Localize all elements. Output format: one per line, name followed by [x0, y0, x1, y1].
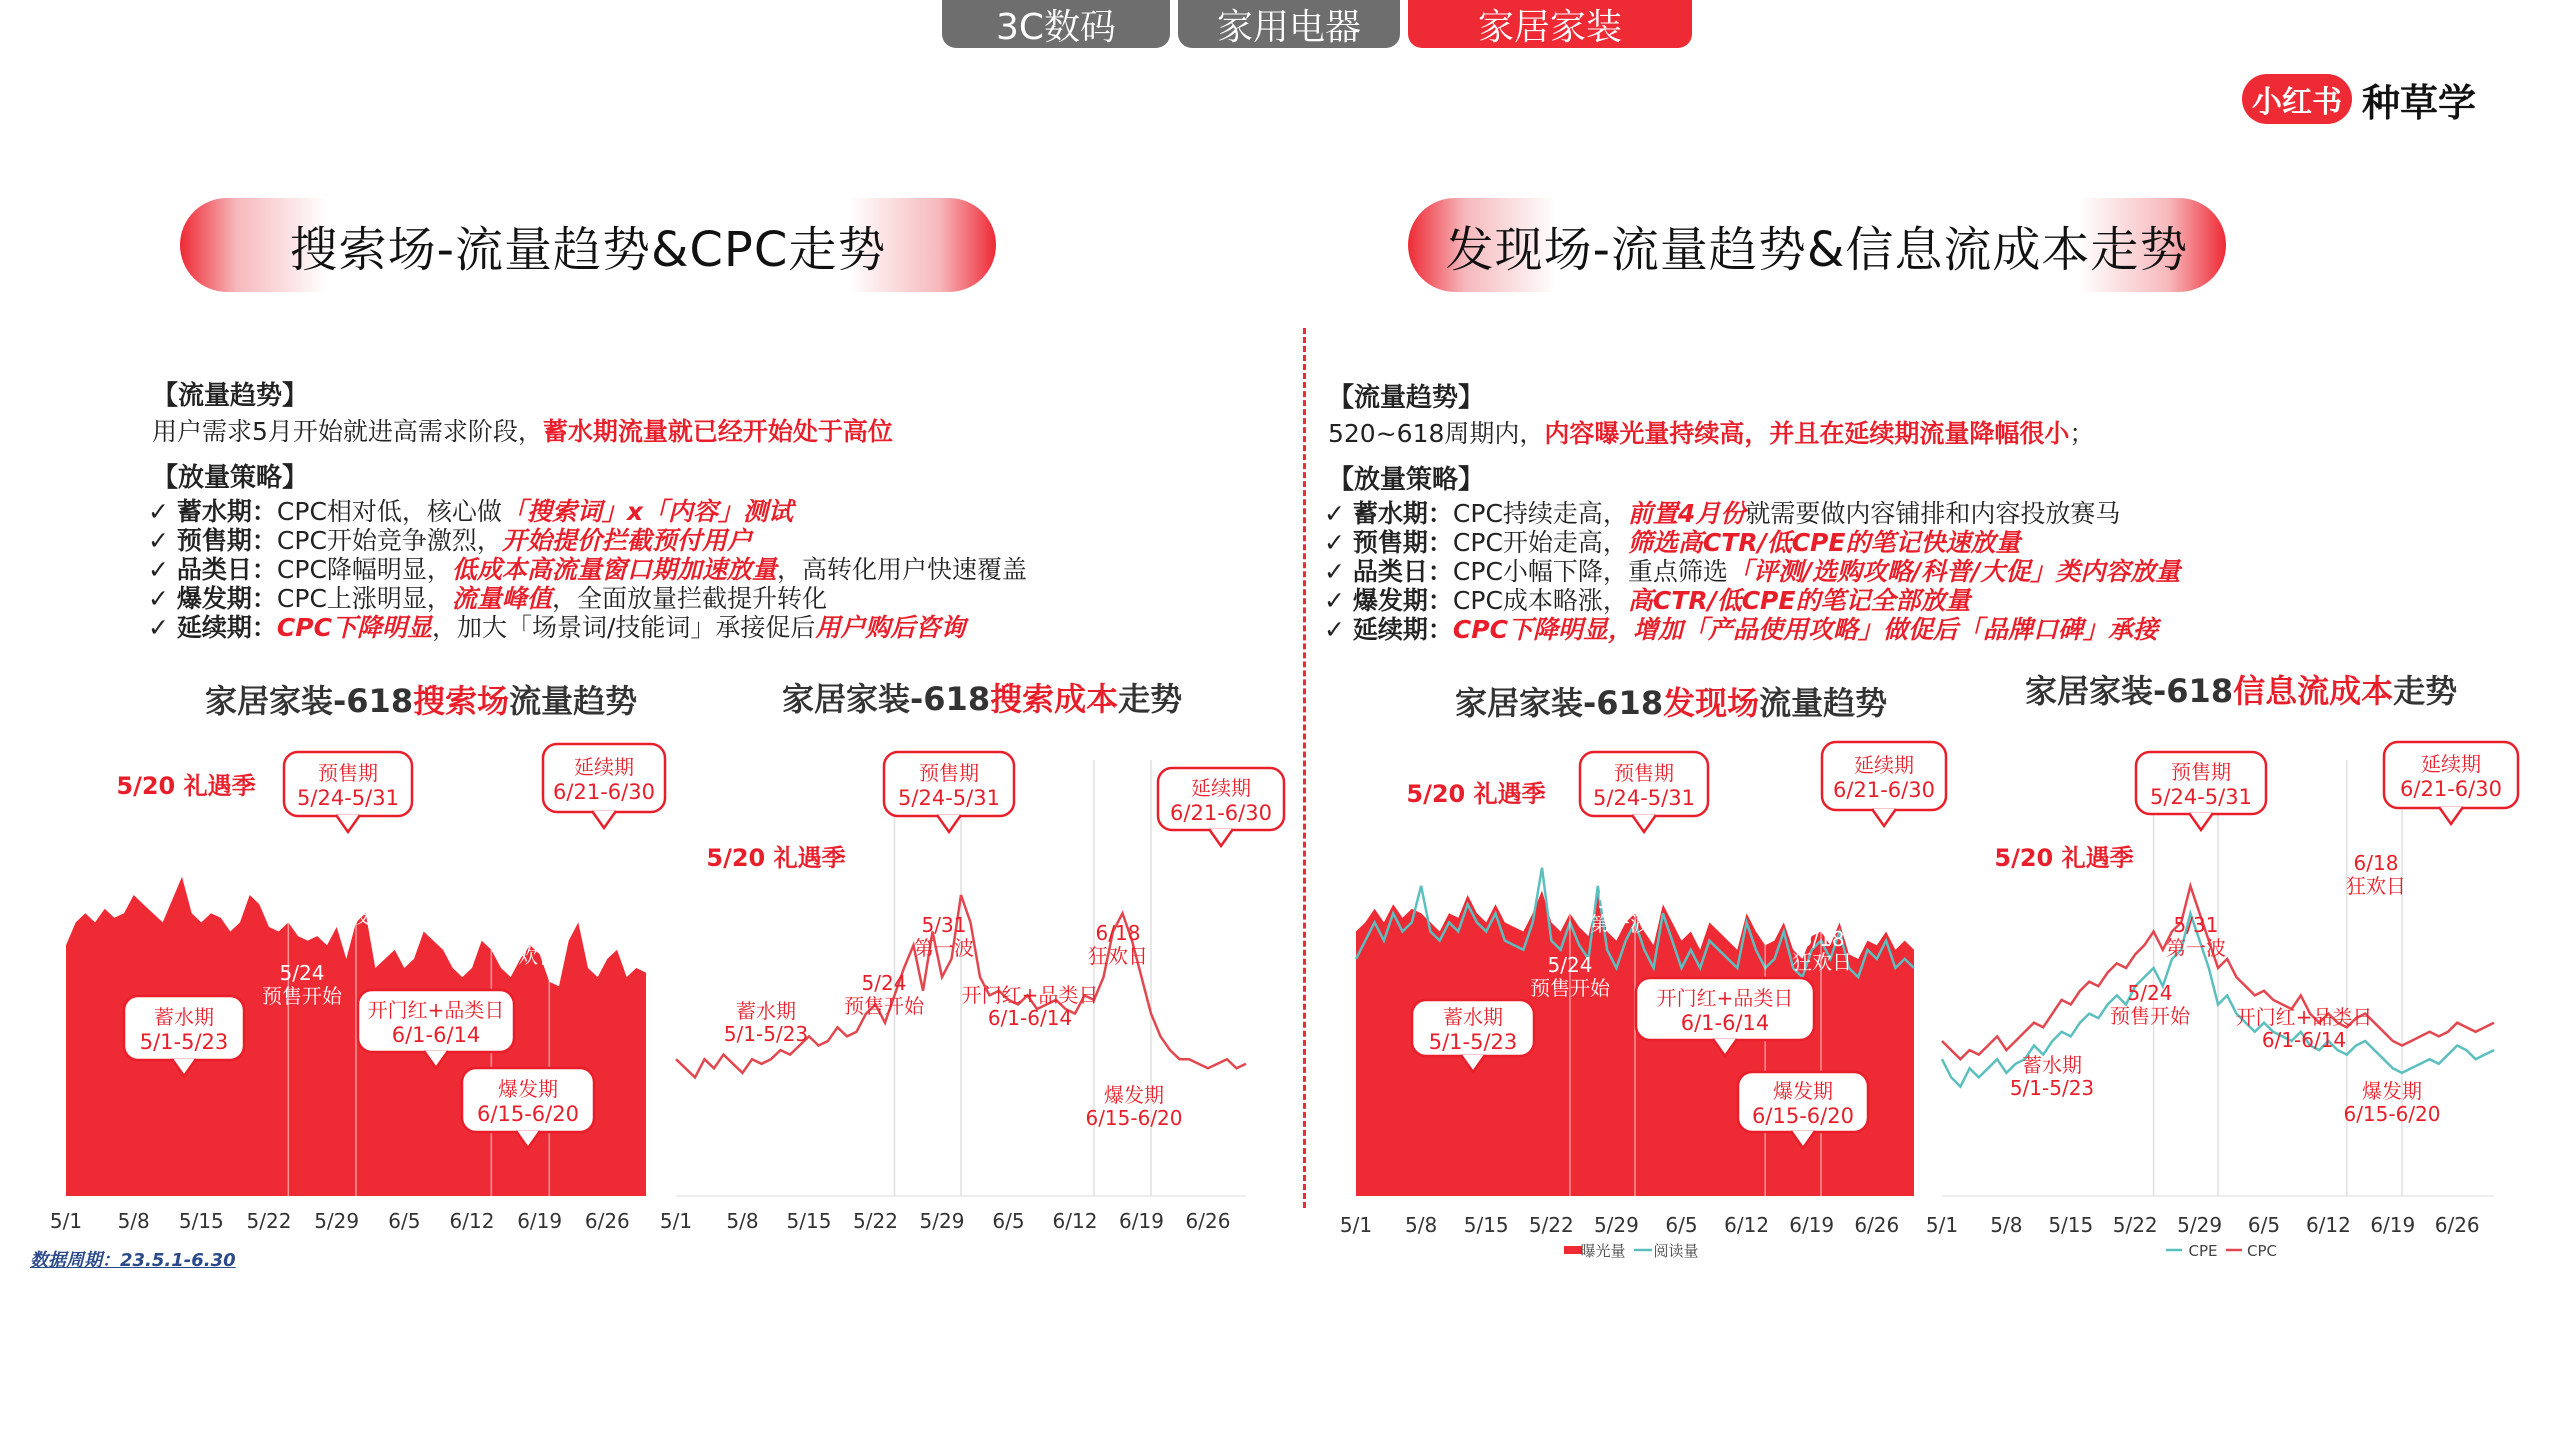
- title-highlight: 发现场: [1663, 684, 1760, 722]
- legend-cpe-label: [2189, 1242, 2218, 1260]
- item-highlight: 前置4月份: [1627, 499, 1746, 528]
- burst-bubble-range-line: 6/15-6/20: [477, 1102, 579, 1126]
- storage-bubble-label: [154, 1005, 214, 1029]
- feed-cost-xaxis-tick-line: 5/15: [2048, 1213, 2094, 1237]
- burst-label-2: [1085, 1083, 1182, 1130]
- presale-start-label-line: 预售开始: [262, 984, 342, 1008]
- stage-label: 延续期：: [176, 613, 277, 642]
- extend-bubble-4-tail: [2439, 807, 2463, 824]
- search-traffic-xaxis-tick-line: 5/1: [49, 1209, 83, 1233]
- search-cost-xaxis-tick-line: 5/1: [659, 1209, 693, 1233]
- carnival-label-3-line: 狂欢日: [1792, 950, 1852, 974]
- search-cost-xaxis-tick-line: 5/22: [853, 1209, 898, 1233]
- search-traffic-xaxis-tick-line: 6/5: [388, 1209, 421, 1233]
- burst-bubble-3-label: [1773, 1079, 1833, 1103]
- category-label-4-line: 6/1-6/14: [2261, 1028, 2347, 1052]
- search-traffic-xaxis-tick-line: 6/19: [517, 1209, 563, 1233]
- item-text: CPC相对低，核心做: [276, 497, 502, 526]
- burst-label-4-line: 6/15-6/20: [2343, 1102, 2441, 1126]
- discovery-traffic-xaxis-tick: [1340, 1213, 1372, 1237]
- extend-bubble-4-label: [2421, 752, 2481, 776]
- item-text: CPC上涨明显，: [276, 584, 452, 613]
- presale-start-label-4: [2110, 981, 2191, 1028]
- check-icon: ✓: [1324, 528, 1345, 557]
- category-bubble-3-range-line: 6/1-6/14: [1680, 1011, 1770, 1035]
- legend-cpe-label-line: CPE: [2188, 1242, 2218, 1260]
- item-text: CPC成本略涨，: [1452, 586, 1628, 615]
- item-text: CPC降幅明显，: [276, 555, 452, 584]
- title-part: 流量趋势: [1759, 684, 1888, 722]
- presale-bubble-4-label-line: 预售期: [2171, 760, 2231, 784]
- storage-label-4-line: 蓄水期: [2022, 1053, 2082, 1077]
- carnival-label-3-line: 6/18: [1799, 927, 1845, 951]
- feed-cost-xaxis-tick-line: 6/12: [2305, 1213, 2351, 1237]
- gift-season-label-2: [706, 844, 845, 872]
- burst-label-4: [2343, 1079, 2440, 1126]
- extend-bubble-4-range: [2400, 777, 2502, 801]
- presale-bubble-2-label-line: 预售期: [919, 761, 979, 785]
- logo-badge-text: 小红书: [2252, 85, 2342, 120]
- title-part: 流量趋势: [509, 682, 638, 720]
- extend-bubble-4-range-line: 6/21-6/30: [2400, 777, 2502, 801]
- presale-bubble-3-range-line: 5/24-5/31: [1593, 786, 1695, 810]
- storage-bubble-label-line: 蓄水期: [154, 1005, 214, 1029]
- discovery-traffic-xaxis-tick: [1464, 1213, 1509, 1237]
- search-cost-xaxis-tick: [853, 1209, 898, 1233]
- search-traffic-xaxis-tick-line: 5/22: [246, 1209, 292, 1233]
- category-bubble-3-label-line: 开门红+品类日: [1656, 986, 1794, 1010]
- feed-cost-xaxis-tick: [2248, 1213, 2280, 1237]
- extend-bubble-3-label-line: 延续期: [1854, 753, 1914, 777]
- feed-cost-xaxis-tick-line: 6/19: [2370, 1213, 2416, 1237]
- presale-bubble-3-label: [1614, 761, 1674, 785]
- burst-bubble-3-label-line: 爆发期: [1773, 1079, 1833, 1103]
- presale-bubble-4-tail: [2189, 813, 2213, 830]
- check-icon: ✓: [1324, 615, 1345, 644]
- tab-label: 家用电器: [1216, 6, 1361, 48]
- discovery-traffic-xaxis-tick-line: 6/12: [1724, 1213, 1770, 1237]
- check-icon: ✓: [148, 526, 169, 555]
- search-cost-xaxis-tick: [787, 1209, 832, 1233]
- search-cost-xaxis-tick: [660, 1209, 692, 1233]
- burst-bubble-3-range-line: 6/15-6/20: [1752, 1104, 1854, 1128]
- presale-start-label-4-line: 预售开始: [2110, 1004, 2190, 1028]
- legend-exposure-label: [1580, 1242, 1625, 1260]
- presale-bubble-3-range: [1593, 786, 1695, 810]
- search-cost-xaxis-tick-line: 6/19: [1119, 1209, 1164, 1233]
- discovery-traffic-xaxis-tick-line: 5/1: [1339, 1213, 1373, 1237]
- category-bubble-3-label: [1657, 986, 1794, 1010]
- title-highlight: 信息流成本: [2233, 672, 2394, 710]
- extend-bubble-tail: [592, 811, 616, 828]
- carnival-label-4-line: 狂欢日: [2346, 874, 2406, 898]
- extend-bubble-3-range: [1833, 778, 1935, 802]
- item-highlight: 低成本高流量窗口期加速放量: [451, 555, 777, 584]
- wave1-label-2: [914, 913, 974, 960]
- storage-label-4-line: 5/1-5/23: [2009, 1076, 2095, 1100]
- discovery-traffic-xaxis-tick-line: 5/29: [1593, 1213, 1639, 1237]
- feed-cost-xaxis-tick: [2113, 1213, 2158, 1237]
- check-icon: ✓: [148, 497, 169, 526]
- left-strategy-heading: 【放量策略】: [152, 463, 309, 493]
- left-trend-heading: 【流量趋势】: [152, 381, 309, 411]
- feed-cost-xaxis-tick: [2048, 1213, 2093, 1237]
- wave1-label-3: [1590, 889, 1650, 936]
- extend-bubble-2-range-line: 6/21-6/30: [1170, 801, 1272, 825]
- search-cost-xaxis-tick-line: 6/5: [992, 1209, 1025, 1233]
- legend-cpc-label-line: CPC: [2247, 1242, 2277, 1260]
- wave1-label-3-line: 第一波: [1590, 912, 1650, 936]
- discovery-traffic-xaxis-tick-line: 6/19: [1789, 1213, 1835, 1237]
- legend-exposure-swatch: [1564, 1246, 1582, 1254]
- presale-bubble-2-tail: [937, 815, 961, 832]
- discovery-traffic-xaxis-tick: [1529, 1213, 1574, 1237]
- extend-bubble-label: [574, 755, 634, 779]
- storage-bubble-3-label-line: 蓄水期: [1443, 1005, 1503, 1029]
- item-text: ，全面放量拦截提升转化: [551, 584, 827, 613]
- feed-cost-xaxis-tick: [2435, 1213, 2480, 1237]
- check-icon: ✓: [148, 584, 169, 613]
- item-highlight: 筛选高CTR/低CPE的笔记快速放量: [1627, 528, 2021, 557]
- gift-season-label-line: 5/20 礼遇季: [116, 772, 256, 800]
- gift-season-label-3-line: 5/20 礼遇季: [1406, 780, 1546, 808]
- discovery-traffic-xaxis-tick: [1665, 1213, 1697, 1237]
- stage-label: 品类日：: [1352, 557, 1453, 586]
- right-strategy-heading: 【放量策略】: [1328, 465, 1485, 495]
- discovery-traffic-xaxis-tick-line: 6/5: [1665, 1213, 1698, 1237]
- feed-cost-xaxis-tick: [2370, 1213, 2415, 1237]
- burst-label-2-line: 6/15-6/20: [1085, 1106, 1183, 1130]
- category-label-2: [962, 983, 1099, 1030]
- gift-season-label-3: [1406, 780, 1545, 808]
- presale-bubble-label-line: 预售期: [318, 761, 378, 785]
- search-cost-xaxis-tick-line: 5/8: [726, 1209, 759, 1233]
- wave1-label: [310, 881, 370, 928]
- discovery-traffic-xaxis-tick: [1724, 1213, 1769, 1237]
- search-traffic-xaxis-tick: [314, 1209, 359, 1233]
- discovery-traffic-xaxis-tick-line: 5/8: [1405, 1213, 1438, 1237]
- title-part: 家居家装-618: [1455, 684, 1664, 722]
- search-cost-xaxis-tick: [1053, 1209, 1098, 1233]
- item-text: 就需要做内容铺排和内容投放赛马: [1745, 499, 2121, 528]
- search-cost-xaxis-tick: [1119, 1209, 1164, 1233]
- discovery-traffic-xaxis-tick-line: 5/22: [1528, 1213, 1574, 1237]
- storage-bubble-3-label: [1443, 1005, 1503, 1029]
- storage-bubble-range: [140, 1030, 229, 1054]
- burst-label-4-line: 爆发期: [2362, 1079, 2422, 1103]
- search-cost-xaxis-tick: [920, 1209, 965, 1233]
- stage-label: 延续期：: [1352, 615, 1453, 644]
- title-part: 走势: [1118, 680, 1183, 718]
- right-trend-plain: 520~618周期内，: [1328, 419, 1545, 448]
- category-bubble-label: [368, 998, 505, 1022]
- presale-bubble-2-label: [919, 761, 979, 785]
- feed-cost-xaxis-tick-line: 5/29: [2177, 1213, 2223, 1237]
- search-traffic-xaxis-tick: [247, 1209, 292, 1233]
- category-label-2-line: 开门红+品类日: [961, 983, 1099, 1007]
- item-text: ，高转化用户快速覆盖: [776, 555, 1027, 584]
- wave1-label-4: [2166, 913, 2226, 960]
- title-highlight: 搜索成本: [990, 680, 1119, 718]
- storage-label-4: [2010, 1053, 2094, 1100]
- presale-start-label-3-line: 预售开始: [1530, 976, 1610, 1000]
- search-traffic-xaxis-tick-line: 5/8: [117, 1209, 150, 1233]
- category-bubble-label-line: 开门红+品类日: [367, 998, 505, 1022]
- storage-label-2-line: 5/1-5/23: [723, 1022, 809, 1046]
- check-icon: ✓: [1324, 499, 1345, 528]
- check-icon: ✓: [1324, 586, 1345, 615]
- stage-label: 蓄水期：: [176, 497, 277, 526]
- tab-label: 3C数码: [995, 6, 1117, 48]
- title-part: 家居家装-618: [782, 680, 991, 718]
- search-traffic-xaxis-tick: [179, 1209, 224, 1233]
- feed-cost-xaxis-tick-line: 6/5: [2247, 1213, 2281, 1237]
- extend-bubble-2-tail: [1209, 829, 1233, 846]
- category-bubble-range-line: 6/1-6/14: [391, 1023, 481, 1047]
- legend-read-label: [1653, 1242, 1698, 1260]
- search-traffic-xaxis-tick: [50, 1209, 82, 1233]
- check-icon: ✓: [1324, 557, 1345, 586]
- wave1-label-2-line: 5/31: [921, 913, 967, 937]
- burst-bubble-label: [498, 1077, 558, 1101]
- category-bubble-range: [392, 1023, 481, 1047]
- title-part: 走势: [2393, 672, 2458, 710]
- search-traffic-xaxis-tick-line: 5/29: [314, 1209, 360, 1233]
- presale-start-label-2: [844, 971, 925, 1018]
- search-traffic-xaxis-tick-line: 5/15: [178, 1209, 224, 1233]
- feed-cost-xaxis-tick: [1990, 1213, 2022, 1237]
- extend-bubble-range: [553, 780, 655, 804]
- presale-start-label-2-line: 预售开始: [844, 994, 924, 1018]
- title-part: 家居家装-618: [2025, 672, 2234, 710]
- stage-label: 爆发期：: [1352, 586, 1453, 615]
- carnival-label-4: [2346, 851, 2406, 898]
- item-text: CPC开始走高，: [1452, 528, 1628, 557]
- stage-label: 预售期：: [176, 526, 277, 555]
- item-text: CPC开始竞争激烈，: [276, 526, 502, 555]
- burst-bubble-range: [477, 1102, 579, 1126]
- check-icon: ✓: [148, 613, 169, 642]
- presale-start-label-line: 5/24: [279, 961, 325, 985]
- item-highlight: 开始提价拦截预付用户: [501, 526, 752, 555]
- search-cost-xaxis-tick: [726, 1209, 758, 1233]
- presale-bubble-range-line: 5/24-5/31: [297, 786, 399, 810]
- item-highlight: 「搜索词」x「内容」测试: [501, 497, 794, 526]
- discovery-traffic-xaxis-tick-line: 5/15: [1463, 1213, 1509, 1237]
- extend-bubble-2-range: [1170, 801, 1272, 825]
- item-text: ，加大「场景词/技能词」承接促后: [431, 613, 816, 642]
- storage-label-2: [724, 999, 808, 1046]
- extend-bubble-3-tail: [1872, 809, 1896, 826]
- gift-season-label-4-line: 5/20 礼遇季: [1994, 844, 2134, 872]
- presale-bubble-range: [297, 786, 399, 810]
- category-bubble-3-range: [1681, 1011, 1770, 1035]
- wave1-label-2-line: 第一波: [914, 936, 974, 960]
- extend-bubble-2-label-line: 延续期: [1191, 776, 1251, 800]
- discovery-traffic-xaxis-tick: [1854, 1213, 1899, 1237]
- item-highlight: 高CTR/低CPE的笔记全部放量: [1627, 586, 1971, 615]
- left-trend-plain: 用户需求5月开始就进高需求阶段，: [152, 417, 543, 446]
- feed-cost-xaxis-tick: [1926, 1213, 1958, 1237]
- discovery-traffic-xaxis-tick-line: 6/26: [1854, 1213, 1900, 1237]
- wave1-label-line: 第一波: [310, 904, 370, 928]
- presale-start-label-3-line: 5/24: [1547, 953, 1593, 977]
- presale-start-label-4-line: 5/24: [2127, 981, 2173, 1005]
- burst-label-2-line: 爆发期: [1104, 1083, 1164, 1107]
- item-highlight: 用户购后咨询: [815, 613, 966, 642]
- search-cost-xaxis-tick-line: 5/15: [786, 1209, 832, 1233]
- carnival-label-3: [1792, 927, 1852, 974]
- gift-season-label-4: [1994, 844, 2133, 872]
- tab-label: 家居家装: [1477, 6, 1622, 48]
- search-traffic-xaxis-tick: [517, 1209, 562, 1233]
- legend-read-label-line: 阅读量: [1653, 1242, 1699, 1260]
- presale-bubble-4-label: [2171, 760, 2231, 784]
- gift-season-label: [116, 772, 255, 800]
- wave1-label-3-line: 5/31: [1597, 889, 1643, 913]
- feed-cost-xaxis-tick: [2306, 1213, 2351, 1237]
- search-cost-xaxis-tick-line: 6/26: [1185, 1209, 1231, 1233]
- right-trend-tail: ；: [2069, 419, 2095, 448]
- stage-label: 品类日：: [176, 555, 277, 584]
- category-label-4: [2236, 1005, 2373, 1052]
- search-traffic-xaxis-tick: [118, 1209, 150, 1233]
- search-cost-xaxis-tick: [1186, 1209, 1231, 1233]
- title-part: 家居家装-618: [205, 682, 414, 720]
- legend-exposure-label-line: 曝光量: [1580, 1242, 1626, 1260]
- extend-bubble-3-range-line: 6/21-6/30: [1833, 778, 1935, 802]
- search-cost-xaxis-tick-line: 6/12: [1052, 1209, 1098, 1233]
- storage-bubble-range-line: 5/1-5/23: [139, 1030, 229, 1054]
- carnival-label-line: 6/18: [505, 921, 551, 945]
- logo-text: 种草学: [2362, 81, 2477, 125]
- item-highlight: CPC下降明显: [276, 613, 432, 642]
- feed-cost-xaxis-tick: [2177, 1213, 2222, 1237]
- extend-bubble-4-label-line: 延续期: [2421, 752, 2481, 776]
- presale-bubble-2-range-line: 5/24-5/31: [898, 786, 1000, 810]
- wave1-label-line: 5/31: [317, 881, 363, 905]
- discovery-section-title: 发现场-流量趋势&信息流成本走势: [1445, 221, 2189, 278]
- search-traffic-xaxis-tick: [388, 1209, 420, 1233]
- stage-label: 蓄水期：: [1352, 499, 1453, 528]
- legend-cpc-label: [2247, 1242, 2277, 1260]
- search-section-title: 搜索场-流量趋势&CPC走势: [289, 221, 887, 278]
- search-traffic-xaxis-tick: [585, 1209, 630, 1233]
- feed-cost-xaxis-tick-line: 5/1: [1925, 1213, 1959, 1237]
- carnival-label-2: [1088, 921, 1148, 968]
- carnival-label-2-line: 狂欢日: [1088, 944, 1148, 968]
- storage-bubble-3-range: [1429, 1030, 1518, 1054]
- presale-bubble-label: [318, 761, 378, 785]
- item-highlight: 流量峰值: [451, 584, 552, 613]
- search-cost-xaxis-tick: [992, 1209, 1024, 1233]
- item-text: CPC小幅下降，重点筛选: [1452, 557, 1728, 586]
- category-label-2-line: 6/1-6/14: [987, 1006, 1073, 1030]
- search-traffic-xaxis-tick: [450, 1209, 495, 1233]
- presale-start-label-2-line: 5/24: [861, 971, 907, 995]
- search-traffic-xaxis-tick-line: 6/26: [584, 1209, 630, 1233]
- category-label-4-line: 开门红+品类日: [2235, 1005, 2373, 1029]
- check-icon: ✓: [148, 555, 169, 584]
- search-traffic-xaxis-tick-line: 6/12: [449, 1209, 495, 1233]
- data-period-footnote: 数据周期：23.5.1-6.30: [30, 1250, 236, 1271]
- feed-cost-xaxis-tick-line: 6/26: [2434, 1213, 2480, 1237]
- presale-bubble-4-range-line: 5/24-5/31: [2150, 785, 2252, 809]
- presale-bubble-2-range: [898, 786, 1000, 810]
- feed-cost-xaxis-tick-line: 5/8: [1990, 1213, 2023, 1237]
- item-highlight: CPC下降明显，增加「产品使用攻略」做促后「品牌口碑」承接: [1452, 615, 2158, 644]
- extend-bubble-2-label: [1191, 776, 1251, 800]
- stage-label: 爆发期：: [176, 584, 277, 613]
- wave1-label-4-line: 5/31: [2173, 913, 2219, 937]
- discovery-traffic-xaxis-tick: [1405, 1213, 1437, 1237]
- extend-bubble-range-line: 6/21-6/30: [553, 780, 655, 804]
- left-trend-red: 蓄水期流量就已经开始处于高位: [542, 417, 893, 446]
- right-trend-heading: 【流量趋势】: [1328, 383, 1485, 413]
- stage-label: 预售期：: [1352, 528, 1453, 557]
- wave1-label-4-line: 第一波: [2166, 936, 2226, 960]
- carnival-label-4-line: 6/18: [2353, 851, 2399, 875]
- right-trend-red: 内容曝光量持续高，并且在延续期流量降幅很小: [1544, 419, 2070, 448]
- extend-bubble-label-line: 延续期: [574, 755, 634, 779]
- discovery-traffic-xaxis-tick: [1594, 1213, 1639, 1237]
- carnival-label-line: 狂欢日: [498, 944, 558, 968]
- extend-bubble-3-label: [1854, 753, 1914, 777]
- search-cost-xaxis-tick-line: 5/29: [919, 1209, 965, 1233]
- storage-label-2-line: 蓄水期: [736, 999, 796, 1023]
- discovery-traffic-xaxis-tick: [1789, 1213, 1834, 1237]
- carnival-label: [498, 921, 558, 968]
- carnival-label-2-line: 6/18: [1095, 921, 1141, 945]
- item-text: CPC持续走高，: [1452, 499, 1628, 528]
- presale-bubble-3-label-line: 预售期: [1614, 761, 1674, 785]
- presale-bubble-4-range: [2150, 785, 2252, 809]
- item-highlight: 「评测/选购攻略/科普/大促」类内容放量: [1727, 557, 2181, 586]
- storage-bubble-3-range-line: 5/1-5/23: [1428, 1030, 1518, 1054]
- title-highlight: 搜索场: [413, 682, 510, 720]
- burst-bubble-3-range: [1752, 1104, 1854, 1128]
- burst-bubble-label-line: 爆发期: [498, 1077, 558, 1101]
- feed-cost-xaxis-tick-line: 5/22: [2112, 1213, 2158, 1237]
- gift-season-label-2-line: 5/20 礼遇季: [706, 844, 846, 872]
